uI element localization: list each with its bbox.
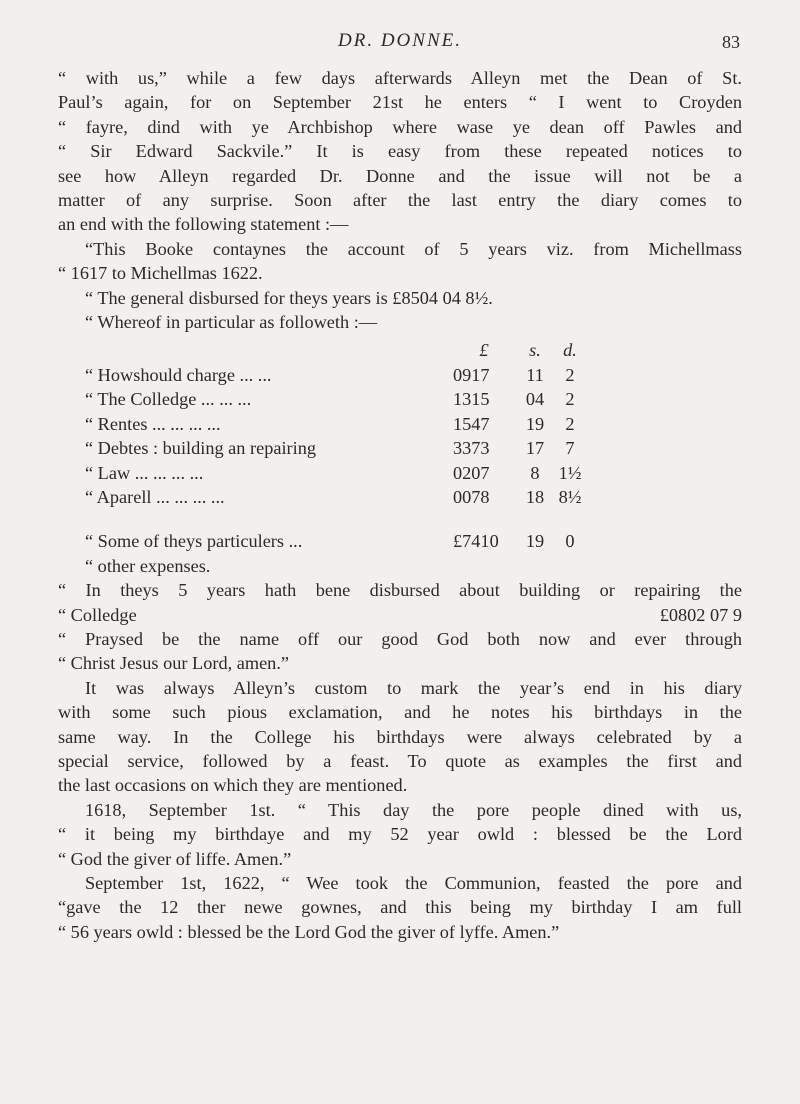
text-line: “gave the 12 ther newe gownes, and this being my birthday I am full (58, 897, 742, 918)
total-pence: 0 (565, 531, 575, 552)
account-label: “ Rentes ... ... ... ... (85, 413, 221, 434)
account-shillings: 19 (525, 413, 545, 434)
account-shillings: 04 (525, 389, 545, 410)
text-line: “This Booke contaynes the account of 5 years viz. from Michellmass (85, 238, 742, 259)
account-pence: 7 (565, 438, 575, 459)
text-line: “ Praysed be the name off our good God both now and ever through (58, 628, 742, 649)
pounds-header: £ (479, 340, 489, 361)
text-line-with-amount (58, 603, 742, 627)
text-line: same way. In the College his birthdays were always celebrated by a (58, 726, 742, 747)
text-line: the last occasions on which they are mentioned. (58, 775, 408, 796)
text-line: “ it being my birthdaye and my 52 year owld : blessed be the Lord (58, 824, 742, 845)
body-text (58, 66, 742, 944)
accounts-row (85, 387, 585, 411)
account-pence: 2 (565, 364, 575, 385)
account-label: “ Debtes : building an repairing (85, 438, 316, 459)
account-pounds: 0078 (453, 486, 490, 507)
text-line: Paul’s again, for on September 21st he enters “ I went to Croyden (58, 92, 742, 113)
accounts-row (85, 485, 585, 509)
other-expenses-row (85, 554, 585, 578)
text-line: 1618, September 1st. “ This day the pore people dined with us, (85, 799, 742, 820)
text-line: “ with us,” while a few days afterwards Alleyn met the Dean of St. (58, 68, 742, 88)
account-shillings: 8 (530, 462, 540, 483)
account-shillings: 17 (525, 438, 545, 459)
accounts-row (85, 363, 585, 387)
account-pounds: 0917 (453, 364, 490, 385)
account-label: “ Law ... ... ... ... (85, 462, 204, 483)
paragraph-7 (58, 871, 742, 944)
total-shillings: 19 (525, 531, 545, 552)
account-pence: 8½ (558, 486, 582, 507)
text-line: “ 56 years owld : blessed be the Lord God the giver of lyffe. Amen.” (58, 921, 560, 942)
paragraph-6 (58, 798, 742, 871)
total-label: “ Some of theys particulers ... (85, 531, 303, 552)
total-pounds: £7410 (453, 531, 499, 552)
paragraph-2 (58, 237, 742, 286)
colledge-amount: £0802 07 9 (659, 604, 742, 625)
accounts-header-row (85, 338, 585, 362)
text-line: special service, followed by a feast. To quote as examples the first and (58, 750, 742, 771)
running-title: DR. DONNE. (338, 30, 462, 51)
text-line: see how Alleyn regarded Dr. Donne and the issue will not be a (58, 165, 742, 186)
account-label: “ The Colledge ... ... ... (85, 389, 252, 410)
accounts-row (85, 461, 585, 485)
account-pence: 1½ (558, 462, 582, 483)
account-label: “ Howshould charge ... ... (85, 364, 272, 385)
text-line: It was always Alleyn’s custom to mark the year’s end in his diary (85, 677, 742, 698)
text-line: “ Christ Jesus our Lord, amen.” (58, 653, 290, 674)
accounts-row (85, 436, 585, 460)
text-line: “ The general disbursed for theys years is £8504 04 8½. (85, 287, 493, 308)
page-number: 83 (722, 32, 740, 52)
pence-header: d. (563, 340, 577, 361)
account-shillings: 18 (525, 486, 545, 507)
text-line: “ Sir Edward Sackvile.” It is easy from these repeated notices to (58, 141, 742, 162)
text-line: an end with the following statement :— (58, 214, 349, 235)
account-pounds: 1547 (453, 413, 490, 434)
account-pounds: 3373 (453, 438, 490, 459)
account-pounds: 0207 (453, 462, 490, 483)
paragraph-1 (58, 66, 742, 237)
text-line: “ 1617 to Michellmas 1622. (58, 263, 263, 284)
text-line: matter of any surprise. Soon after the last entry the diary comes to (58, 190, 742, 211)
running-head (0, 28, 800, 58)
text-line: “ Whereof in particular as followeth :— (85, 312, 378, 333)
text-line: September 1st, 1622, “ Wee took the Communion, feasted the pore and (85, 873, 742, 893)
paragraph-5 (58, 676, 742, 798)
shillings-header: s. (529, 340, 541, 361)
account-pence: 2 (565, 389, 575, 410)
text-line: “ God the giver of liffe. Amen.” (58, 848, 292, 869)
text-line: “ In theys 5 years hath bene disbursed about building or repairing the (58, 580, 742, 601)
accounts-total-row (85, 529, 585, 553)
account-label: “ Aparell ... ... ... ... (85, 486, 225, 507)
text-line: with some such pious exclamation, and he notes his birthdays in the (58, 702, 742, 723)
other-expenses-label: “ other expenses. (85, 555, 211, 576)
paragraph-4 (58, 578, 742, 676)
accounts-row (85, 412, 585, 436)
colledge-label: “ Colledge (58, 604, 137, 625)
text-line: “ fayre, dind with ye Archbishop where wase ye dean off Pawles and (58, 116, 742, 137)
account-pounds: 1315 (453, 389, 490, 410)
paragraph-3 (58, 286, 742, 335)
accounts-table (85, 338, 585, 578)
account-shillings: 11 (526, 364, 544, 385)
account-pence: 2 (565, 413, 575, 434)
